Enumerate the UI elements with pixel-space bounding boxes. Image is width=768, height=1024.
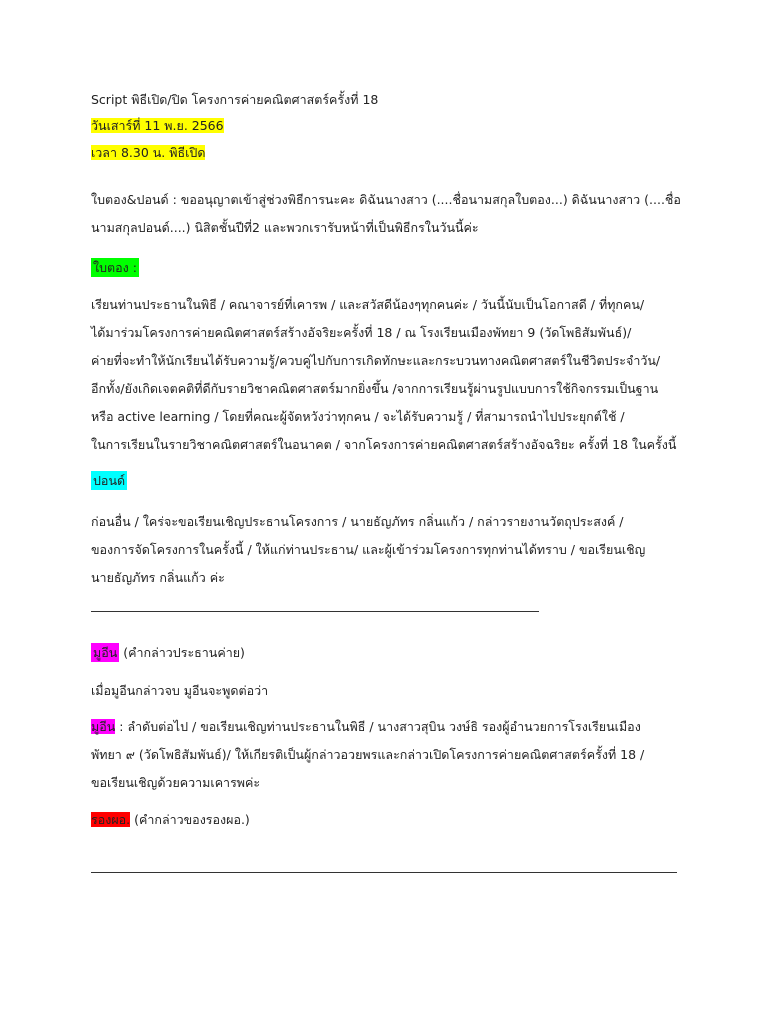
baitong-paragraph: เรียนท่านประธานในพิธี / คณาจารย์ที่เคารพ / และสวัสดีน้องๆทุกคนค่ะ / วันนี้นับเป็นโอกาสดี / ที่ทุกคน/ ได้มาร่วมโครงการค่ายคณิตศาสตร์สร้างอัจริยะครั้งที่ 18 / ณ โรงเรียนเมืองพัทยา 9 (วัดโพธิสัมพันธ์)/ ค่ายที่จะทำให้นักเรียนได้รับความรู้/ควบคู่ไปกับการเกิดทักษะและกระบวนทางคณิตศาสตร์ในชีวิตประจำวัน/ อีกทั้ง/ยังเกิดเจตคติที่ดีกับรายวิชาคณิตศาสตร์มากยิ่งขึ้น /จากการเรียนรู้ผ่านรูปแบบการใช้กิจกรรมเป็นฐาน หรือ active learning / โดยที่คณะผู้จัดหวังว่าทุกคน / จะได้รับความรู้ / ที่สามารถนำไปประยุกต์ใช้ / ในการเรียนในรายวิชาคณิตศาสตร์ในอนาคต / จากโครงการค่ายคณิตศาสตร์สร้างอัจฉริยะ ครั้งที่ 18 ในครั้งนี้ bbox=[91, 297, 677, 452]
mueen-invite-paragraph: มูอีน : ลำดับต่อไป / ขอเรียนเชิญท่านประธานในพิธี / นางสาวสุบิน วงษ์ธิ รองผู้อำนวยการโรงเรียนเมือง พัทยา ๙ (วัดโพธิสัมพันธ์)/ ให้เกียรติเป็นผู้กล่าวอวยพรและกล่าวเปิดโครงการค่ายคณิตศาสตร์ครั้งที่ 18 / ขอเรียนเชิญด้วยความเคารพค่ะ bbox=[91, 719, 645, 790]
mueen-tag: มูอีน bbox=[93, 645, 118, 660]
section-divider bbox=[91, 611, 539, 612]
time-line bbox=[91, 139, 681, 167]
mueen-speech-line: มูอีน (คำกล่าวประธานค่าย) bbox=[93, 645, 245, 660]
document-title: Script พิธีเปิด/ปิด โครงการค่ายคณิตศาสตร์ครั้งที่ 18 bbox=[91, 92, 379, 107]
deputy-line: รองผอ. (คำกล่าวของรองผอ.) bbox=[91, 812, 250, 827]
mueen-tag-2: มูอีน bbox=[91, 719, 116, 734]
bottom-divider bbox=[91, 872, 677, 873]
baitong-tag: ใบตอง : bbox=[93, 260, 137, 275]
intro-paragraph: ใบตอง&ปอนด์ : ขออนุญาตเข้าสู่ช่วงพิธีการนะคะ ดิฉันนางสาว (....ชื่อนามสกุลใบตอง...) ดิฉันนางสาว (....ชื่อ นามสกุลปอนด์....) นิสิตชั้นปีที่2 และพวกเรารับหน้าที่เป็นพิธีกรในวันนี้ค่ะ bbox=[91, 192, 681, 235]
baitong-tag-line bbox=[91, 254, 681, 282]
date-line bbox=[91, 112, 681, 140]
deputy-tag: รองผอ. bbox=[91, 812, 131, 827]
pond-tag-line bbox=[91, 467, 681, 495]
pond-paragraph: ก่อนอื่น / ใคร่จะขอเรียนเชิญประธานโครงการ / นายธัญภัทร กลิ่นแก้ว / กล่าวรายงานวัตถุประสงค์ / ของการจัดโครงการในครั้งนี้ / ให้แก่ท่านประธาน/ และผู้เข้าร่วมโครงการทุกท่านได้ทราบ / ขอเรียนเชิญ นายธัญภัทร กลิ่นแก้ว ค่ะ bbox=[91, 514, 646, 585]
time-highlight: เวลา 8.30 น. พิธีเปิด bbox=[91, 145, 206, 160]
mueen-note: เมื่อมูอีนกล่าวจบ มูอีนจะพูดต่อว่า bbox=[91, 683, 269, 698]
pond-tag: ปอนด์ bbox=[93, 473, 126, 488]
date-highlight: วันเสาร์ที่ 11 พ.ย. 2566 bbox=[91, 118, 224, 133]
